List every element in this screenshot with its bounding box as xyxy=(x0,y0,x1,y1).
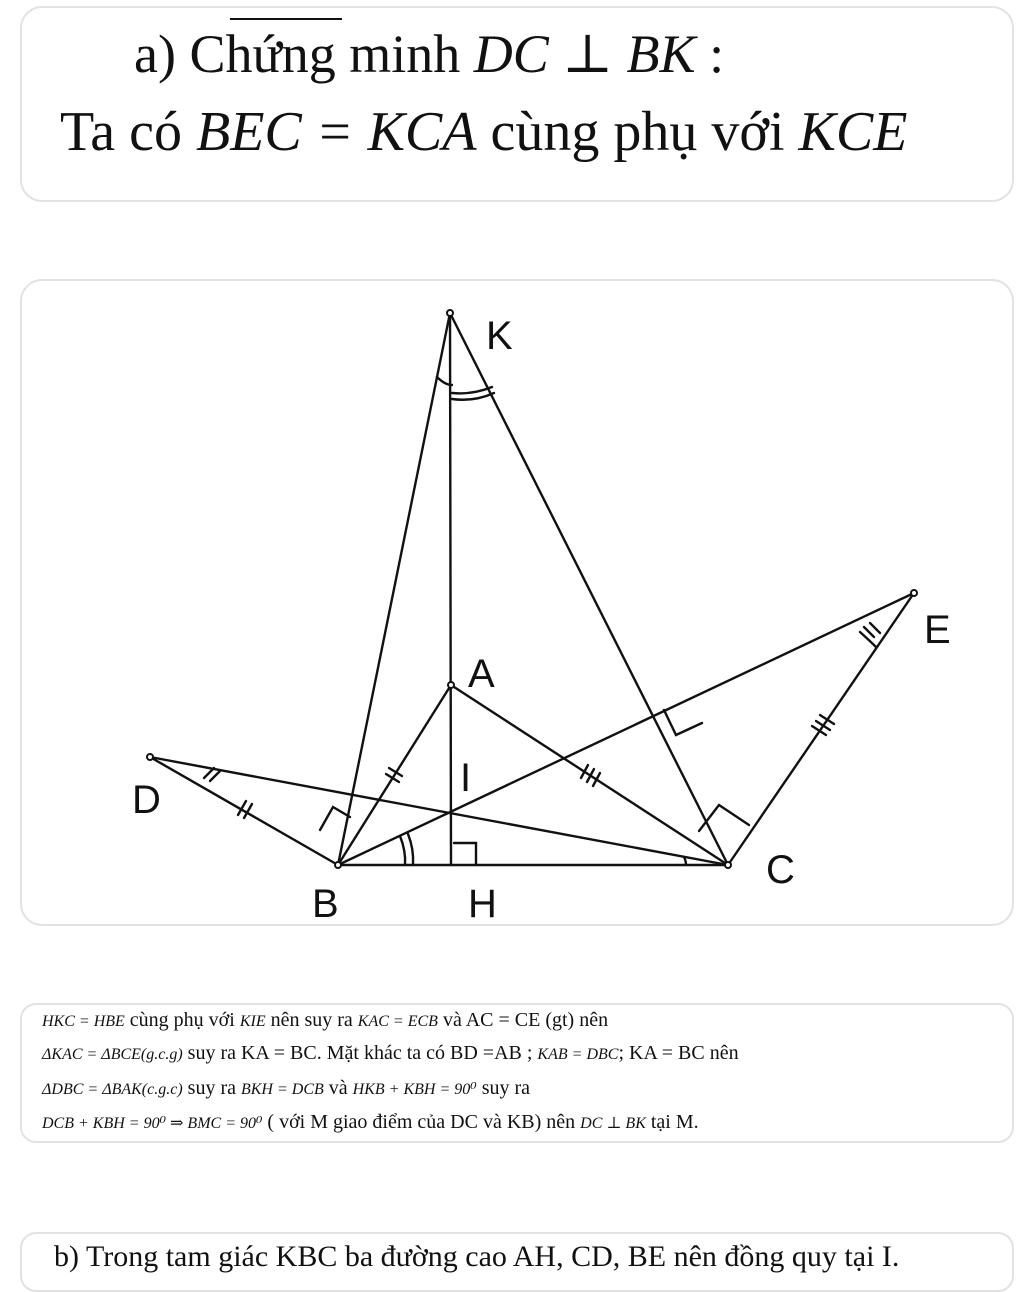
geometry-figure xyxy=(22,281,1016,928)
point-E xyxy=(911,590,917,596)
segment-CE xyxy=(728,593,914,865)
point-B xyxy=(335,862,341,868)
proof-line-4: DCB + KBH = 90⁰ ⇒ BMC = 90⁰ ( với M giao điểm của DC và KB) nên DC ⊥ BK tại M. xyxy=(42,1111,699,1133)
statement-prefix: Ta có xyxy=(60,101,183,163)
proof-line-2: ΔKAC = ΔBCE(g.c.g) suy ra KA = BC. Mặt khác ta có BD =AB ; KAB = DBC; KA = BC nên xyxy=(42,1042,739,1064)
right-angle-H xyxy=(454,843,476,865)
proof-card xyxy=(20,1003,1014,1143)
statement-mid: cùng phụ với xyxy=(490,101,785,163)
angle-arc-K2 xyxy=(452,387,492,393)
label-I: I xyxy=(460,756,472,800)
segment-KC xyxy=(450,313,728,865)
part-b-card xyxy=(20,1232,1014,1292)
angle-arc-E xyxy=(860,632,876,647)
label-A: A xyxy=(468,652,495,696)
part-a-heading xyxy=(134,22,1024,85)
point-K xyxy=(447,310,453,316)
point-C xyxy=(725,862,731,868)
heading-math: DC ⊥ BK xyxy=(473,24,696,84)
point-D xyxy=(147,754,153,760)
statement-math2: KCE xyxy=(798,101,908,163)
right-angle-C xyxy=(699,805,749,831)
label-K: K xyxy=(486,314,513,358)
figure-card xyxy=(20,279,1014,926)
part-b-text: b) Trong tam giác KBC ba đường cao AH, CD, BE nên đồng quy tại I. xyxy=(54,1240,900,1273)
label-D: D xyxy=(132,778,161,822)
segment-KH xyxy=(450,313,451,865)
angle-arc-B2 xyxy=(408,834,413,865)
label-C: C xyxy=(766,848,795,892)
statement-math: BEC = KCA xyxy=(196,101,477,163)
point-A xyxy=(448,682,454,688)
heading-text: a) Chứng minh xyxy=(134,24,461,84)
segment-DC xyxy=(150,757,728,865)
right-angle-E xyxy=(664,710,702,735)
part-a-card xyxy=(20,6,1014,202)
angle-arc-B1 xyxy=(400,836,405,865)
proof-line-1: HKC = HBE cùng phụ với KIE nên suy ra KAC = ECB và AC = CE (gt) nên xyxy=(42,1009,609,1031)
label-B: B xyxy=(312,882,339,926)
segment-KB xyxy=(338,313,450,865)
segment-DB xyxy=(150,757,338,865)
label-H: H xyxy=(468,882,497,926)
heading-colon: : xyxy=(695,24,725,84)
part-a-statement xyxy=(60,100,907,164)
label-E: E xyxy=(924,608,951,652)
proof-line-3: ΔDBC = ΔBAK(c.g.c) suy ra BKH = DCB và HKB + KBH = 90⁰ suy ra xyxy=(42,1077,531,1099)
